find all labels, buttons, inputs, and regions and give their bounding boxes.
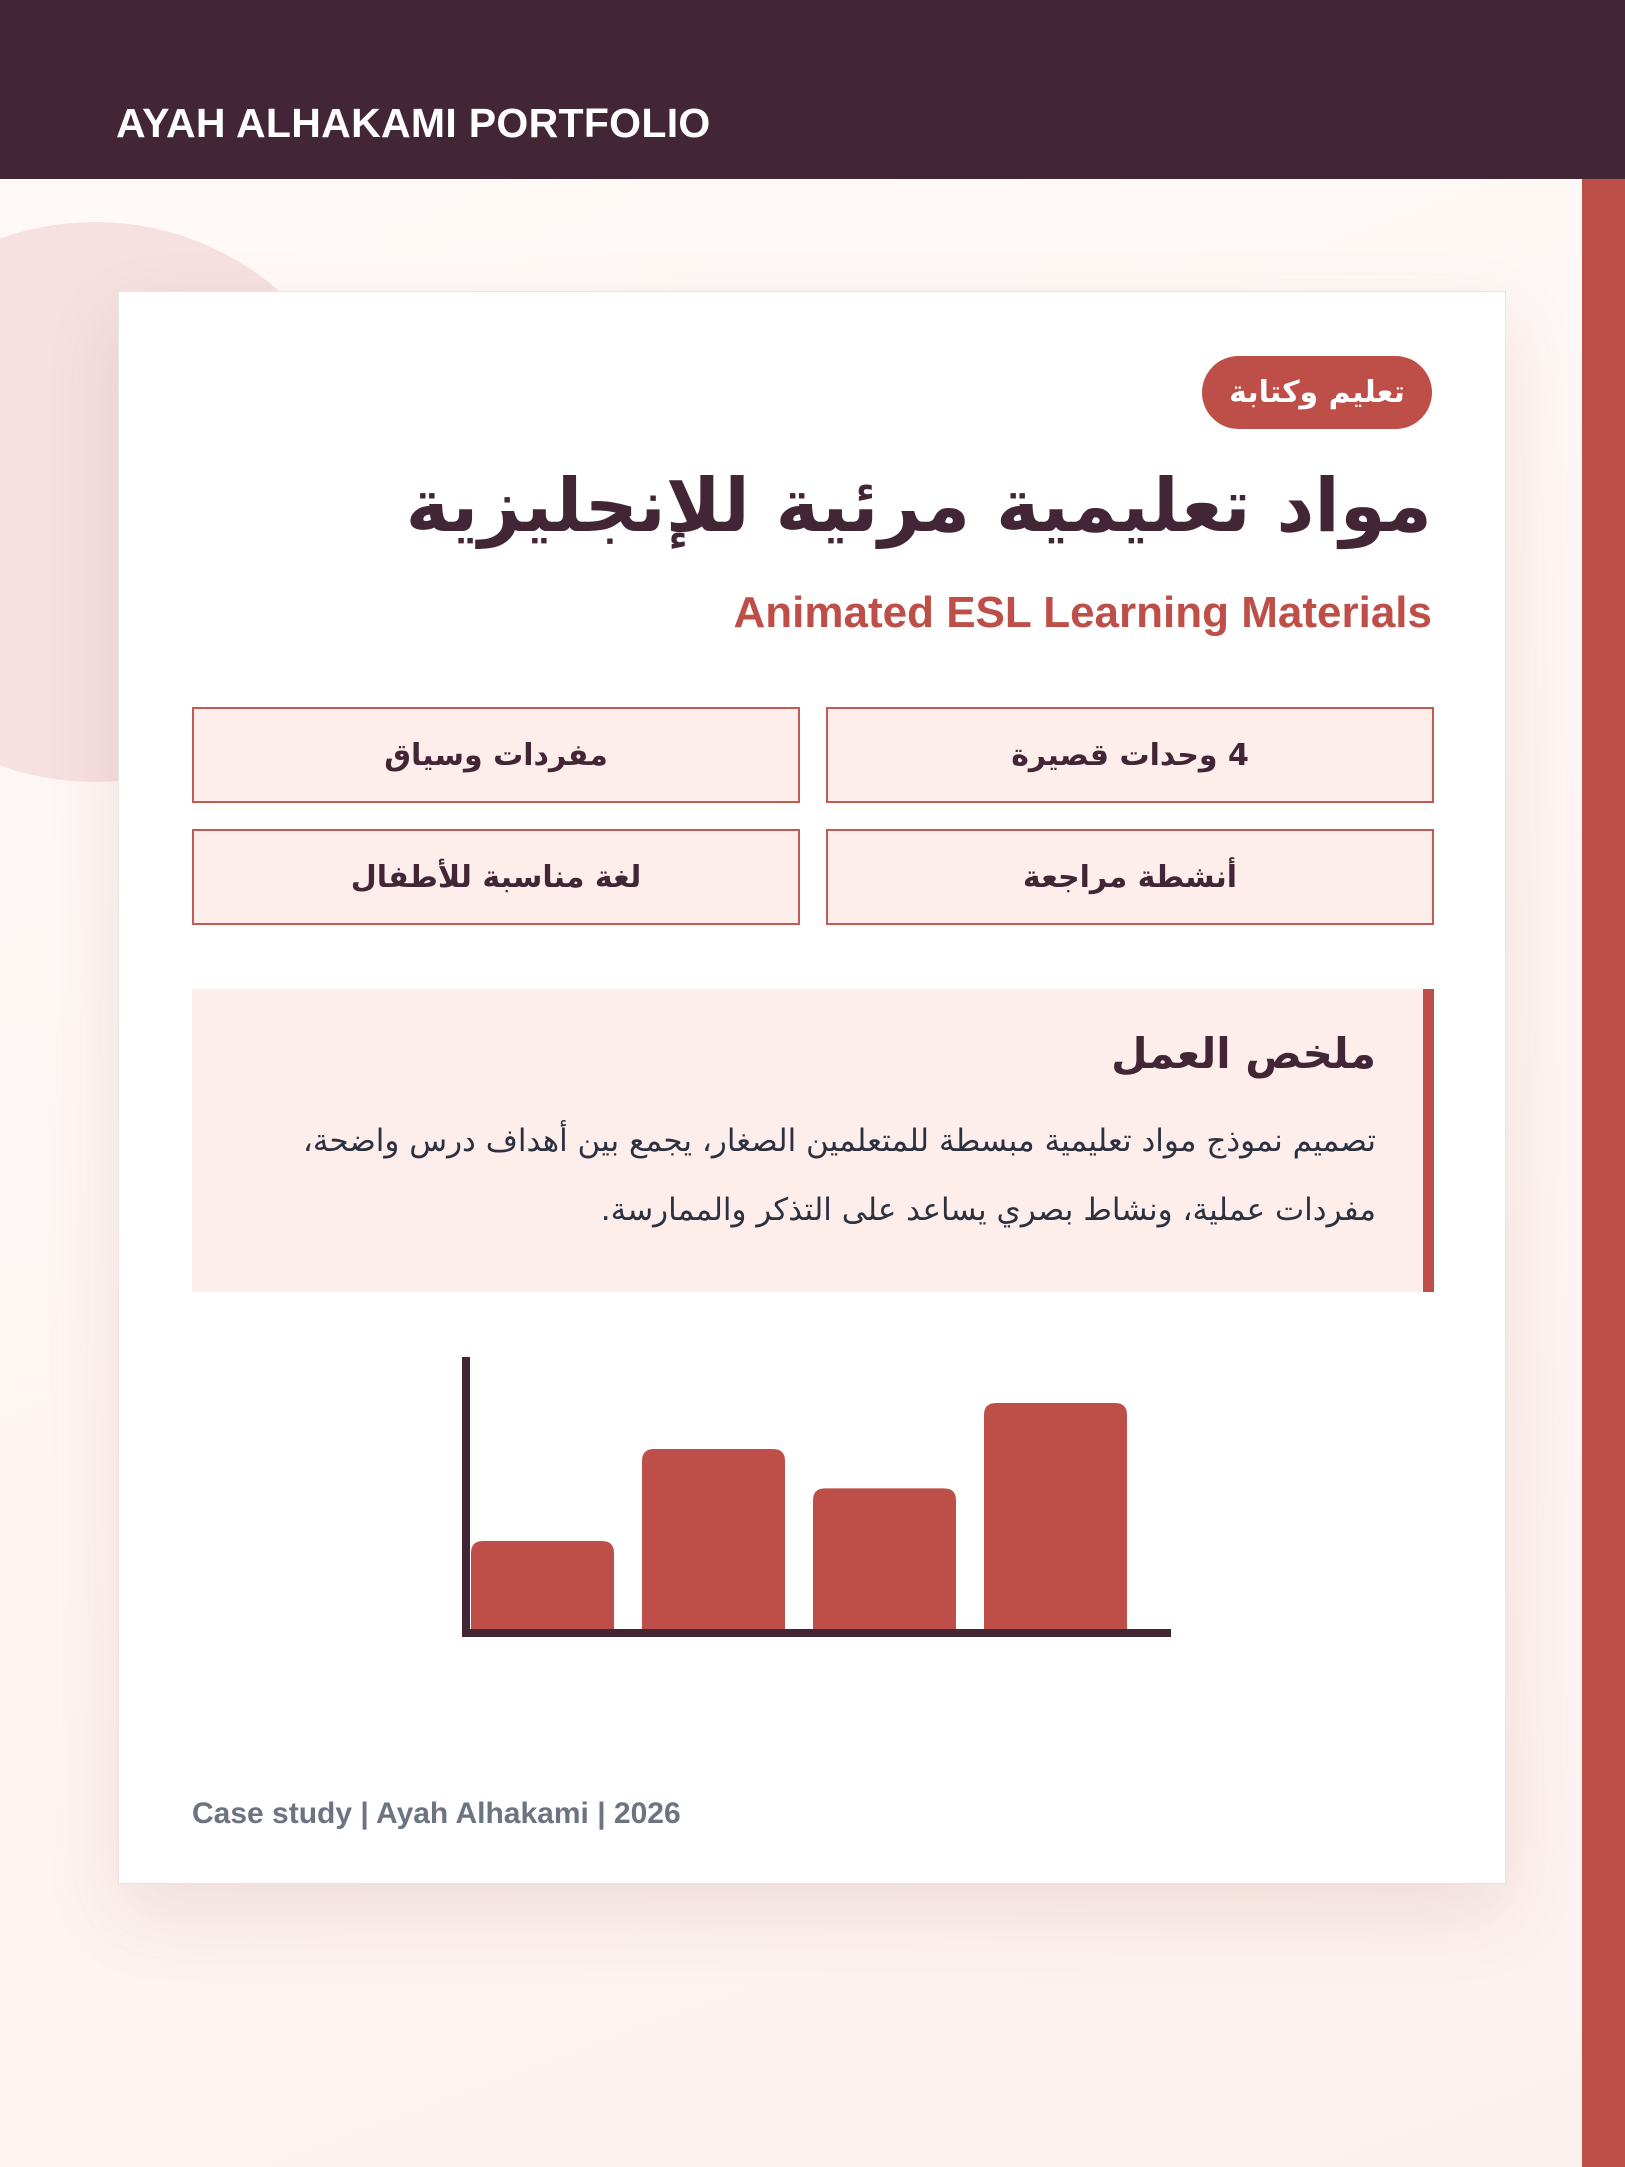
top-bar	[0, 0, 1625, 179]
project-title: مواد تعليمية مرئية للإنجليزية	[405, 463, 1432, 549]
chart-bar-4	[984, 1403, 1127, 1633]
chart-bar-3	[813, 1488, 956, 1633]
chart-bar-2	[642, 1449, 785, 1633]
summary-body: تصميم نموذج مواد تعليمية مبسطة للمتعلمين الصغار، يجمع بين أهداف درس واضحة، مفردات عملية، ونشاط بصري يساعد على التذكر والممارسة.	[302, 1123, 1376, 1228]
footer-credit: Case study | Ayah Alhakami | 2026	[192, 1797, 681, 1830]
feature-units: 4 وحدات قصيرة	[826, 707, 1434, 803]
chart-bar-1	[471, 1541, 614, 1633]
project-subtitle: Animated ESL Learning Materials	[733, 588, 1432, 637]
feature-vocabulary: مفردات وسياق	[192, 707, 800, 803]
summary-box	[192, 989, 1434, 1292]
bar-chart	[459, 1357, 1179, 1657]
summary-title: ملخص العمل	[1111, 1029, 1376, 1078]
project-card	[118, 291, 1506, 1884]
brand-title: AYAH ALHAKAMI PORTFOLIO	[116, 100, 711, 146]
feature-review: أنشطة مراجعة	[826, 829, 1434, 925]
feature-language: لغة مناسبة للأطفال	[192, 829, 800, 925]
right-accent-stripe	[1582, 179, 1625, 2167]
category-badge: تعليم وكتابة	[1202, 356, 1432, 429]
feature-grid	[192, 707, 1434, 926]
